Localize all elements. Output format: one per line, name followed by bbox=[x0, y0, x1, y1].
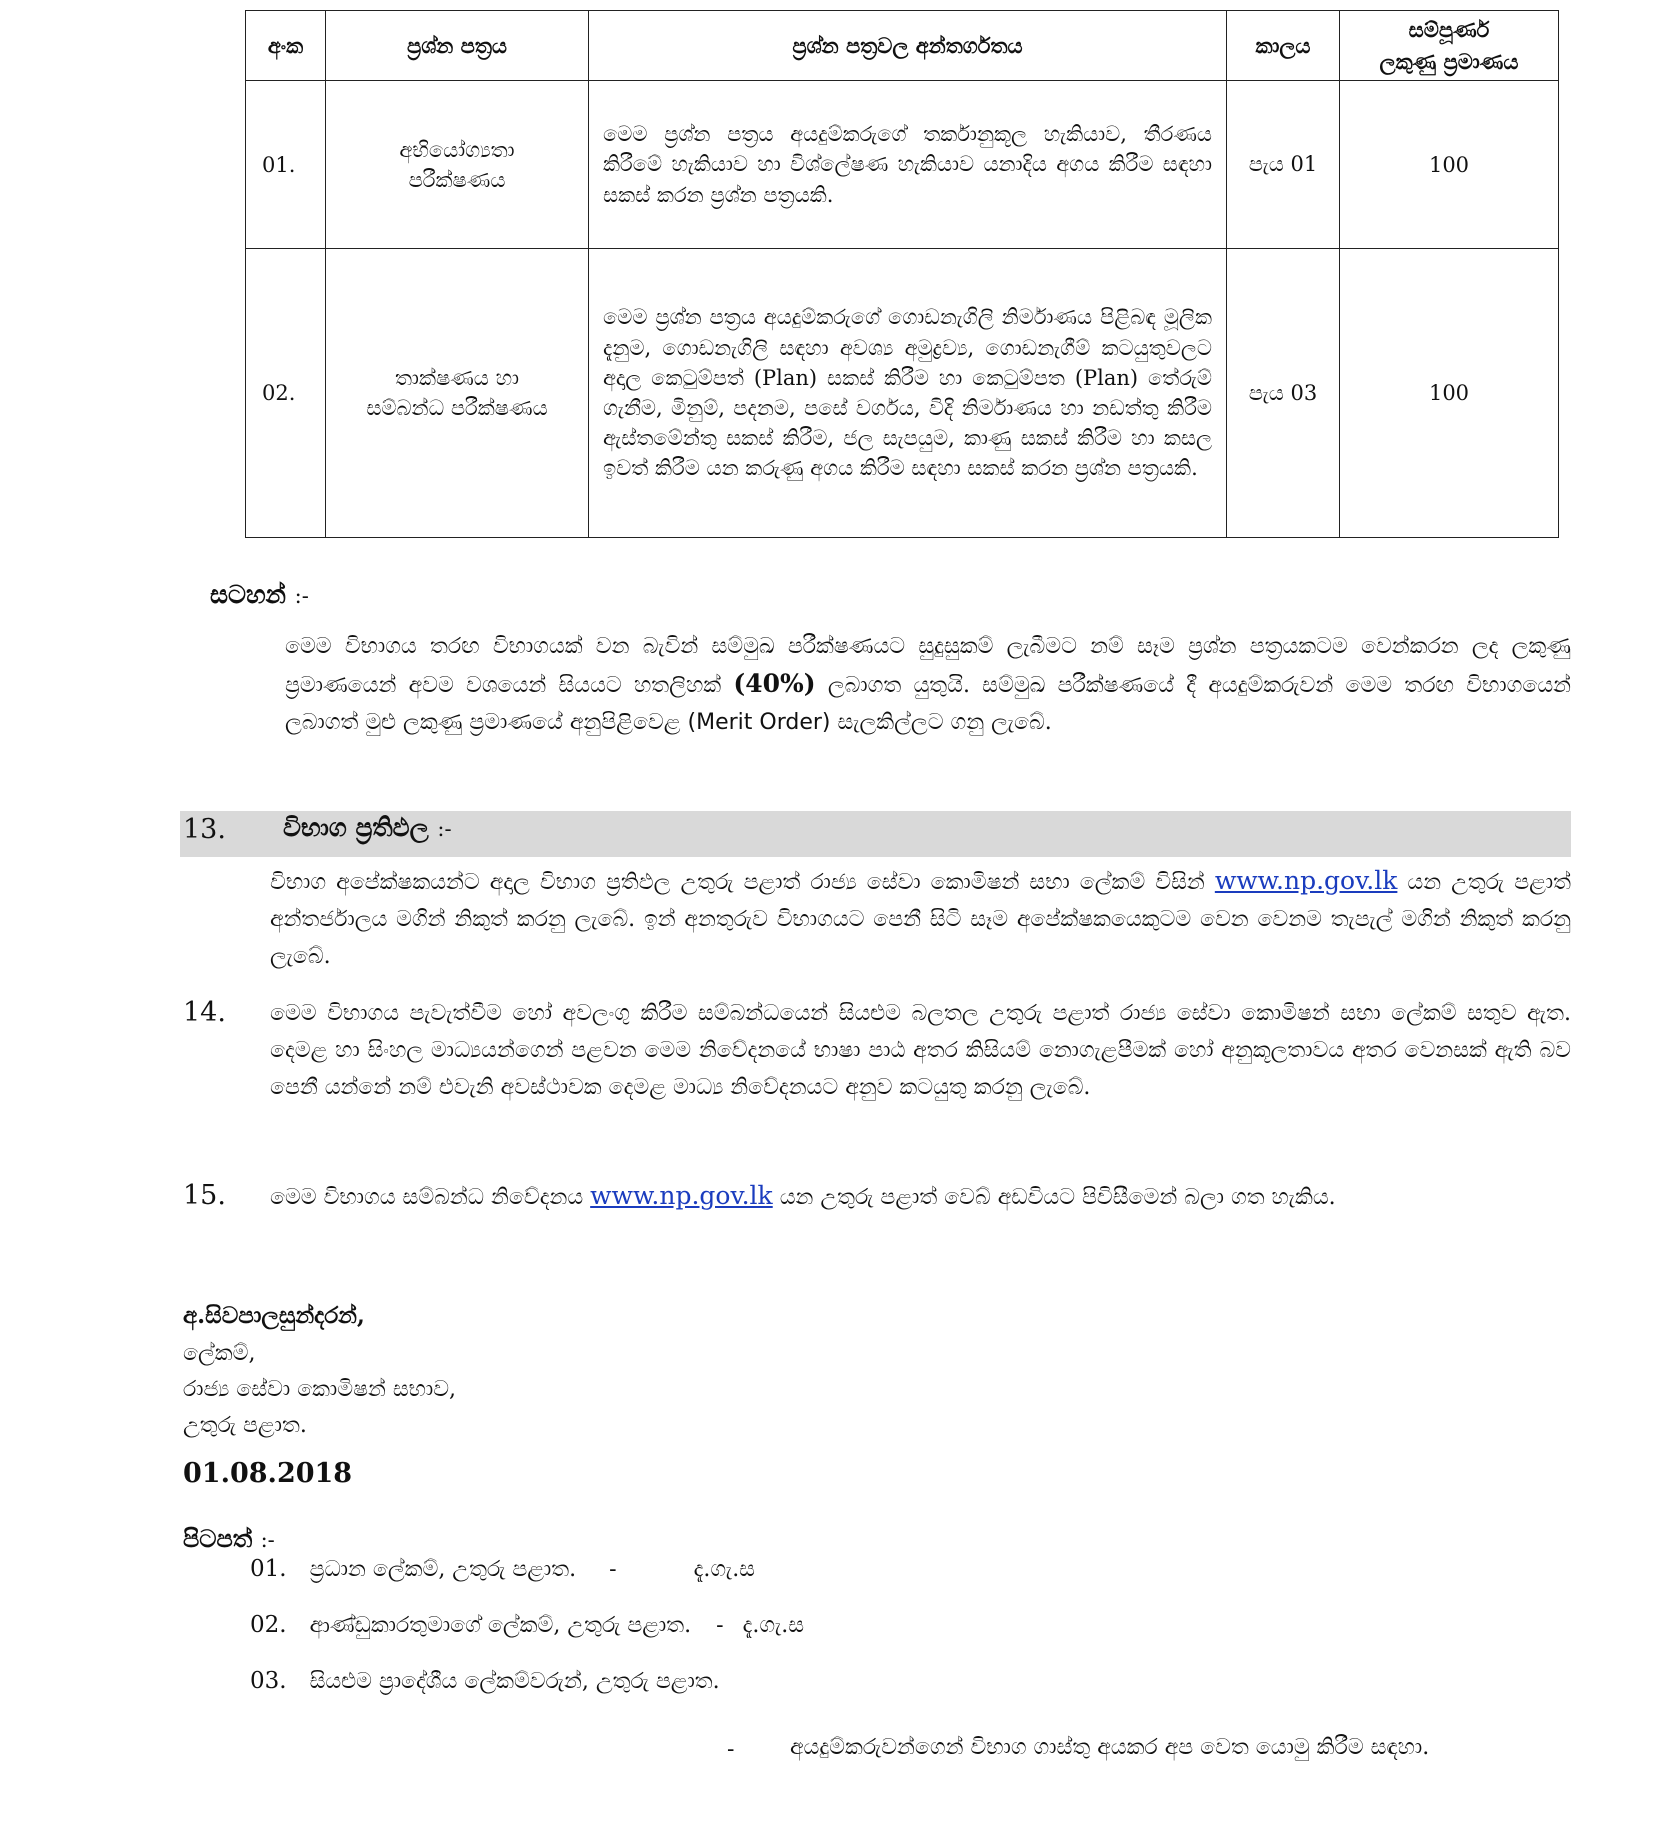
copies-item-number: 01. bbox=[250, 1556, 287, 1582]
section13-text-part1: විභාග අපේක්ෂකයන්ට අදාල විභාග ප්‍රතිඵල උතුරු පළාත් රාජ්‍ය සේවා කොමිෂන් සභා ලේකම් විසින් bbox=[270, 870, 1205, 895]
paper-name-line1: අභියෝග්‍යතා bbox=[399, 137, 515, 162]
table-header-row bbox=[246, 11, 1559, 81]
copies-item-dash: - bbox=[609, 1557, 617, 1582]
np-gov-link[interactable]: www.np.gov.lk bbox=[1214, 866, 1398, 895]
section15-text-part2: යන උතුරු පළාත් වෙබ් අඩවියට පිවිසීමෙන් බලා ගත හැකිය. bbox=[779, 1185, 1336, 1210]
copies-title: පිටපත් bbox=[183, 1524, 253, 1553]
copies-heading bbox=[183, 1524, 275, 1553]
notes-heading-suffix: :- bbox=[294, 584, 309, 608]
section15-number: 15. bbox=[183, 1180, 226, 1211]
signatory-name: අ.සිවපාලසුන්දරන්, bbox=[183, 1302, 365, 1329]
paper-duration: පැය 01 bbox=[1227, 81, 1340, 249]
header-duration: කාලය bbox=[1227, 11, 1340, 81]
copies-item-dash: - bbox=[716, 1613, 724, 1638]
paper-name bbox=[326, 81, 589, 249]
copies-item-number: 03. bbox=[250, 1668, 287, 1694]
row-number: 01. bbox=[246, 81, 326, 249]
notes-paragraph bbox=[285, 628, 1571, 741]
copies-suffix: :- bbox=[260, 1528, 275, 1552]
notes-text-part3: සැලකිල්ලට ගනු ලැබේ. bbox=[837, 710, 1052, 735]
paper-marks: 100 bbox=[1340, 81, 1559, 249]
copies-item-number: 02. bbox=[250, 1612, 287, 1638]
copies-item bbox=[250, 1556, 755, 1582]
np-gov-link[interactable]: www.np.gov.lk bbox=[590, 1181, 773, 1210]
notes-text-part1: මෙම විභාගය තරඟ විභාගයක් වන බැවින් සම්මුඛ පරීක්ෂණයට සුදුසුකම් ලැබීමට නම් සෑම ප්‍රශ්න පත්‍රයකටම වෙන්කරන ලද ලකුණු ප්‍රමාණයෙන් අවම වශයෙන් සියයට හතලිහක් bbox=[285, 634, 1571, 698]
signatory-province: උතුරු පළාත. bbox=[183, 1413, 307, 1438]
paper-name bbox=[326, 249, 589, 538]
table-row bbox=[246, 249, 1559, 538]
copies-item bbox=[250, 1668, 720, 1694]
paper-name-line1: තාක්ෂණය හා bbox=[394, 366, 520, 390]
section14-number: 14. bbox=[183, 997, 226, 1028]
copies-item-text: ආණ්ඩුකාරතුමාගේ ලේකම්, උතුරු පළාත. bbox=[309, 1613, 692, 1638]
section13-title: විභාග ප්‍රතිඵල bbox=[283, 813, 429, 842]
paper-marks: 100 bbox=[1340, 249, 1559, 538]
section13-heading bbox=[283, 813, 452, 843]
copies-item bbox=[250, 1612, 804, 1638]
section13-number: 13. bbox=[183, 814, 226, 845]
copies-sub-note: අයදුම්කරුවන්ගෙන් විභාග ගාස්තු අයකර අප වෙත යොමු කිරීම සඳහා. bbox=[790, 1735, 1430, 1760]
section14-paragraph: මෙම විභාගය පැවැත්වීම හෝ අවලංගු කිරීම සම්බන්ධයෙන් සියළුම බලතල උතුරු පළාත් රාජ්‍ය සේවා කොමිෂන් සභා ලේකම් සතුව ඇත. දෙමළ හා සිංහල මාධ්‍යයන්ගෙන් පළවන මෙම නිවේදනයේ භාෂා පාඨ අතර කිසියම් නොගැළපීමක් හෝ අනුකූලතාවය අතර වෙනසක් ඇති බව පෙනී යන්නේ නම් එවැනි අවස්ථාවක දෙමළ මාධ්‍ය නිවේදනයට අනුව කටයුතු කරනු ලැබේ. bbox=[270, 1001, 1571, 1100]
notes-heading bbox=[210, 580, 309, 610]
header-content: ප්‍රශ්න පත්‍රවල අන්තර්ගතය bbox=[589, 11, 1227, 81]
section15-paragraph bbox=[270, 1176, 1571, 1218]
table-row bbox=[246, 81, 1559, 249]
notes-text-part2: ලබාගත යුතුයි. සම්මුඛ පරීක්ෂණයේ දී අයදුම්කරුවන් මෙම තරඟ විභාගයෙන් ලබාගත් මුළු ලකුණු ප්‍රමාණයේ අනුපිළිවෙළ bbox=[285, 673, 1571, 735]
section13-suffix: :- bbox=[437, 817, 452, 841]
copies-item-text: සියළුම ප්‍රාදේශීය ලේකම්වරුන්, උතුරු පළාත. bbox=[309, 1669, 720, 1694]
copies-item-note: දැ.ගැ.ස bbox=[693, 1557, 756, 1582]
notes-percent: (40%) bbox=[733, 669, 816, 698]
section15-text-part1: මෙම විභාගය සම්බන්ධ නිවේදනය bbox=[270, 1185, 584, 1210]
paper-name-line2: පරීක්ෂණය bbox=[408, 167, 506, 192]
document-date: 01.08.2018 bbox=[183, 1458, 353, 1489]
header-marks bbox=[1340, 11, 1559, 81]
paper-name-line2: සම්බන්ධ පරීක්ෂණය bbox=[366, 396, 548, 420]
row-number: 02. bbox=[246, 249, 326, 538]
header-marks-line2: ලකුණු ප්‍රමාණය bbox=[1379, 48, 1519, 74]
paper-content: මෙම ප්‍රශ්න පත්‍රය අයදුම්කරුගේ තර්කානුකූල හැකියාව, තීරණය කිරීමේ හැකියාව හා විශ්ලේෂණ හැකියාව යනාදිය අගය කිරීම සඳහා සකස් කරන ප්‍රශ්න පත්‍රයකි. bbox=[589, 81, 1227, 249]
copies-item-note: දැ.ගැ.ස bbox=[742, 1613, 805, 1638]
header-paper: ප්‍රශ්න පත්‍රය bbox=[326, 11, 589, 81]
copies-item-text: ප්‍රධාන ලේකම්, උතුරු පළාත. bbox=[309, 1557, 577, 1582]
paper-duration: පැය 03 bbox=[1227, 249, 1340, 538]
paper-content: මෙම ප්‍රශ්න පත්‍රය අයදුම්කරුගේ ගොඩනැගිලි නිර්මාණය පිළිබඳ මූලික දැනුම, ගොඩනැගිලි සඳහා අවශ්‍ය අමුද්‍රව්‍ය, ගොඩනැගීම් කටයුතුවලට අදාල කෙටුම්පත් (Plan) සකස් කිරීම හා කෙටුම්පත (Plan) තේරුම් ගැනීම, මිනුම්, පදනම, පසේ වර්ගය, විදි නිර්මාණය හා නඩත්තු කිරීම ඇස්තමේන්තු සකස් කිරීම, ජල සැපයුම, කාණු සකස් කිරීම හා කසල ඉවත් කිරීම යන කරුණු අගය කිරීම සඳහා සකස් කරන ප්‍රශ්න පත්‍රයකි. bbox=[589, 249, 1227, 538]
signatory-office: රාජ්‍ය සේවා කොමිෂන් සභාව, bbox=[183, 1377, 457, 1402]
section13-paragraph bbox=[270, 862, 1571, 975]
header-number: අංක bbox=[246, 11, 326, 81]
notes-heading-text: සටහන් bbox=[210, 580, 286, 609]
signatory-title: ලේකම්, bbox=[183, 1341, 256, 1366]
section13-text-part2: යන උතුරු පළාත් අන්තර්ජාලය මගින් නිකුත් කරනු ලැබේ. ඉන් අනතුරුව විභාගයට පෙනී සිටි සෑම අපේක්ෂකයෙකුටම වෙන වෙනම තැපැල් මගින් නිකුත් කරනු ලැබේ. bbox=[270, 870, 1572, 969]
notes-merit-order: (Merit Order) bbox=[687, 710, 831, 735]
header-marks-line1: සම්පූර්ණ bbox=[1408, 16, 1490, 42]
copies-sub-dash: - bbox=[727, 1737, 735, 1762]
exam-papers-table bbox=[245, 10, 1559, 538]
